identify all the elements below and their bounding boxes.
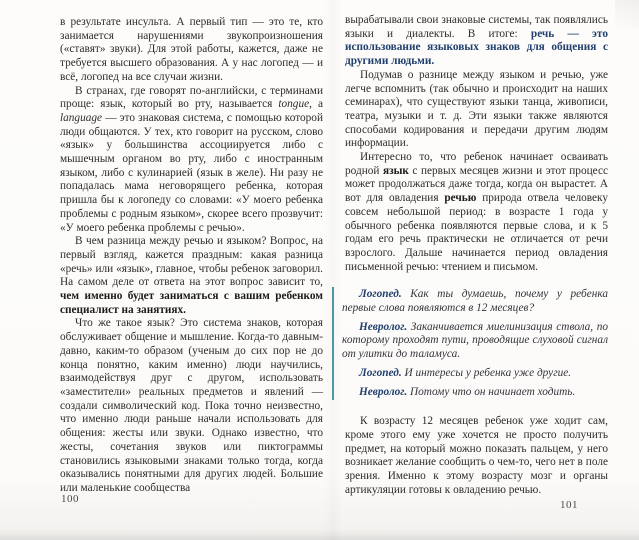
- paragraph: [60, 317, 323, 495]
- text-run-normal: — это знаковая система, с помощью которой люди общаются. У тех, кто говорит на русском, слово «язык» у большинства ассоциируется либо с мышечным органом во рту, либо с иностранным языком, либо с кулинарией (язык в желе). Ни разу не попадалась мама неговорящего ребенка, которая пришла бы к логопеду со словами: «У моего ребенка проблемы с родным языком», скорее всего прозвучит: «У моего ребенка проблемы с речью».: [60, 111, 323, 234]
- text-run-normal: К возрасту 12 месяцев ребенок уже ходит сам, кроме этого ему уже хочется не просто получить предмет, на который можно показать пальцем, у него возникает желание сообщить о чем-то, чего нет в поле зрения. Именно к этому возрасту мозг и органы артикуляции готовы к овладению речью.: [345, 415, 608, 496]
- page-corner-shadow: [615, 0, 639, 30]
- text-run-normal: В странах, где говорят по-английски, с терминами проще: язык, который во рту, называется: [60, 84, 323, 111]
- text-run-bold: язык: [382, 164, 409, 177]
- dialogue-line: [342, 321, 608, 362]
- dialogue-text: Потому что он начинает ходить.: [409, 385, 576, 398]
- text-run-bold: чем именно будет заниматься с вашим ребенком специалист на занятиях.: [60, 290, 323, 316]
- paragraph: [345, 69, 608, 151]
- text-run-normal: , а: [309, 98, 323, 111]
- text-run-normal: с первых месяцев жизни и этот процесс может продолжаться даже тогда, когда он вырастет. А вот для овладения: [345, 164, 608, 205]
- dialogue-line: [342, 367, 608, 381]
- text-run-normal: В чем разница между речью и языком? Вопрос, на первый взгляд, кажется праздным: какая разница «речь» или «язык», главное, чтобы ребенок заговорил. На самом деле от ответа на этот вопрос зависит то,: [60, 235, 323, 289]
- dialogue-text: Как ты думаешь, почему у ребенка первые слова появляются в 12 месяцев?: [342, 288, 608, 315]
- text-run-normal: Что же такое язык? Это система знаков, которая обслуживает общение и мышление. Когда-то давным-давно, каким-то образом (ученым до сих пор не до конца понятно, каким именно) люди научились, взаимодействуя друг с другом, использовать «заместители» реальных предметов и явлений — создали символический код. Пока точно неизвестно, что именно люди раньше начали использовать для общения: жесты или звуки. Однако известно, что жесты, сочетания звуков или пиктограммы становились языковыми знаками только тогда, когда оказывались понятными для других людей. Большие или маленькие сообщества: [60, 317, 323, 494]
- photo-bottom-shadow: [0, 528, 639, 540]
- dialogue-text: И интересы у ребенка уже другие.: [404, 366, 572, 379]
- paragraph: [345, 415, 608, 497]
- dialogue-speaker: Логопед.: [359, 288, 411, 301]
- dialogue-line: [342, 288, 608, 315]
- paragraph: [345, 14, 608, 69]
- text-run-normal: в результате инсульта. А первый тип — это те, кто занимается нарушениями звукопроизношения («ставят» звуки). Для этой работы, кажется, даже не требуется высшего образования. А у нас логопед — и всё, логопед на все случаи жизни.: [60, 16, 323, 83]
- spine-shadow: [324, 0, 342, 540]
- dialogue-speaker: Логопед.: [359, 366, 405, 379]
- text-run-bold-blue: речь — это использование языковых знаков для общения с другими людьми.: [345, 27, 608, 68]
- page-number-right: 101: [560, 499, 578, 511]
- text-run-italic: language: [60, 111, 103, 124]
- paragraph: [60, 235, 323, 317]
- text-run-italic: tongue: [278, 98, 310, 111]
- text-run-normal: Подумав о разнице между языком и речью, уже легче вспомнить (так обычно и происходит на наших семинарах), что существуют языки танца, живописи, театра, музыки и т. д. Эти языки также являются способами кодирования и передачи другим людям информации.: [345, 68, 608, 150]
- paragraph: [345, 151, 608, 274]
- paragraph: [60, 85, 323, 236]
- dialogue-text: Заканчивается миелинизация ствола, по которому проходят пути, проводящие слуховой сигнал от улитки до таламуса.: [342, 320, 609, 361]
- dialogue-line: [342, 386, 608, 400]
- left-page-text: [60, 16, 323, 496]
- text-run-normal: вырабатывали свои знаковые системы, так появлялись языки и диалекты. В итоге:: [345, 14, 608, 40]
- right-page-text: [342, 14, 609, 498]
- text-run-bold: речью: [444, 192, 477, 205]
- dialogue-speaker: Невролог.: [359, 320, 411, 333]
- paragraph: [60, 16, 323, 85]
- text-run-normal: Интересно то, что ребенок начинает осваивать родной: [345, 151, 608, 177]
- text-run-normal: природа отвела человеку совсем небольшой период: в возрасте 1 года у обычного ребенка появляются первые слова, и к 5 годам его речь практически не отличается от речи взрослого. Дальше начинается период овладения письменной речью: чтением и письмом.: [345, 192, 608, 273]
- page-number-left: 100: [61, 493, 79, 505]
- dialogue-block: [332, 287, 608, 400]
- dialogue-speaker: Невролог.: [359, 385, 410, 398]
